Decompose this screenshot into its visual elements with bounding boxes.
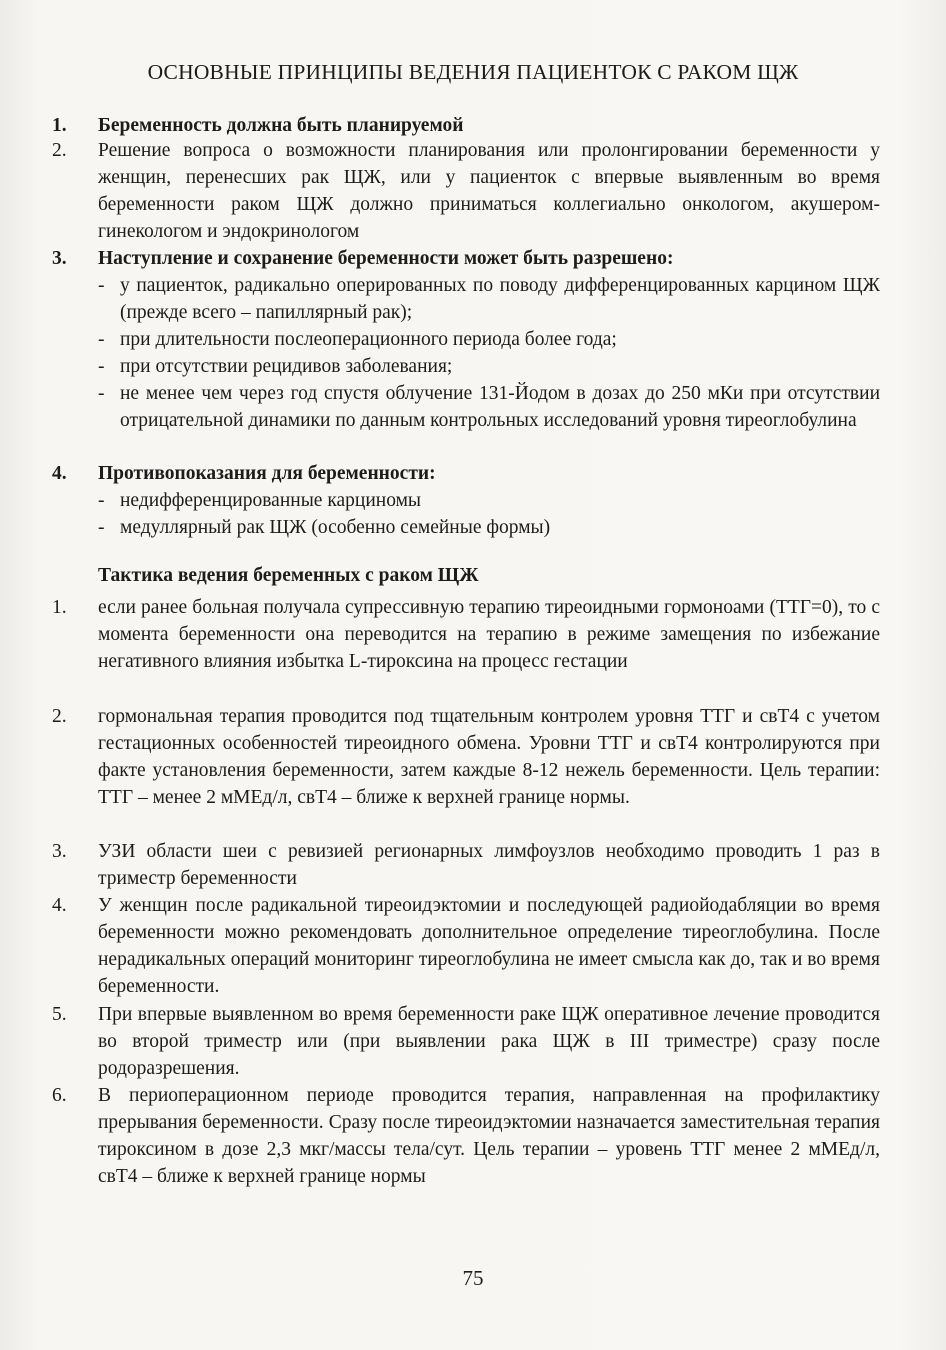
principle-text: Противопоказания для беременности: bbox=[98, 463, 436, 484]
tactic-number: 6. bbox=[52, 1085, 67, 1106]
principle-item bbox=[52, 112, 880, 139]
tactic-item bbox=[52, 703, 880, 811]
tactic-text: УЗИ области шеи с ревизией регионарных лимфоузлов необходимо проводить 1 раз в триместр беременности bbox=[98, 841, 880, 889]
bullet-text: при длительности послеоперационного периода более года; bbox=[120, 329, 617, 350]
bullet-dash: - bbox=[98, 329, 105, 350]
bullet-item bbox=[98, 353, 880, 380]
tactic-text: В периоперационном периоде проводится терапия, направленная на профилактику прерывания беременности. Сразу после тиреоидэктомии назначается заместительная терапия тироксином в дозе 2,3 мкг/массы тела/сут. Цель терапии – уровень ТТГ менее 2 мМЕд/л, свТ4 – ближе к верхней границе нормы bbox=[98, 1085, 880, 1187]
tactic-text: если ранее больная получала супрессивную терапию тиреоидными гормоноами (ТТГ=0), то с момента беременности она переводится на терапию в режиме замещения по избежание негативного влияния избытка L-тироксина на процесс гестации bbox=[98, 597, 880, 672]
principle-number: 2. bbox=[52, 140, 67, 161]
bullet-item bbox=[98, 326, 880, 353]
bullet-text: при отсутствии рецидивов заболевания; bbox=[120, 356, 453, 377]
principle-item bbox=[52, 137, 880, 245]
principle-number: 4. bbox=[52, 463, 67, 484]
principle-item bbox=[52, 245, 880, 434]
principle-number: 3. bbox=[52, 248, 67, 269]
bullet-item bbox=[98, 514, 880, 541]
tactic-item bbox=[52, 838, 880, 892]
tactic-number: 1. bbox=[52, 597, 67, 618]
tactic-text: гормональная терапия проводится под тщательным контролем уровня ТТГ и свТ4 с учетом гестационных особенностей тиреоидного обмена. Уровни ТТГ и свТ4 контролируются при факте установления беременности, затем каждые 8-12 нежель беременности. Цель терапии: ТТГ – менее 2 мМЕд/л, свТ4 – ближе к верхней границе нормы. bbox=[98, 706, 880, 808]
tactic-item bbox=[52, 594, 880, 675]
principle-number: 1. bbox=[52, 115, 67, 136]
tactic-number: 3. bbox=[52, 841, 67, 862]
principle-text: Решение вопроса о возможности планирования или пролонгировании беременности у женщин, перенесших рак ЩЖ, или у пациенток с впервые выявленным во время беременности раком ЩЖ должно приниматься коллегиально онкологом, акушером-гинекологом и эндокринологом bbox=[98, 140, 880, 242]
bullet-text: не менее чем через год спустя облучение 131-Йодом в дозах до 250 мКи при отсутствии отрицательной динамики по данным контрольных исследований уровня тиреоглобулина bbox=[120, 383, 880, 431]
tactic-item bbox=[52, 1001, 880, 1082]
principle-text: Беременность должна быть планируемой bbox=[98, 115, 464, 136]
bullet-dash: - bbox=[98, 275, 105, 296]
bullet-dash: - bbox=[98, 383, 105, 404]
principle-item bbox=[52, 460, 880, 541]
tactic-number: 5. bbox=[52, 1004, 67, 1025]
page-title: ОСНОВНЫЕ ПРИНЦИПЫ ВЕДЕНИЯ ПАЦИЕНТОК С РАКОМ ЩЖ bbox=[147, 60, 799, 84]
tactic-item bbox=[52, 1082, 880, 1190]
tactic-text: При впервые выявленном во время беременности раке ЩЖ оперативное лечение проводится во второй триместр или (при выявлении рака ЩЖ в III триместре) сразу после родоразрешения. bbox=[98, 1004, 880, 1079]
tactic-number: 4. bbox=[52, 895, 67, 916]
bullet-item bbox=[98, 272, 880, 326]
bullet-text: медуллярный рак ЩЖ (особенно семейные формы) bbox=[120, 517, 551, 538]
bullet-item bbox=[98, 487, 880, 514]
tactic-number: 2. bbox=[52, 706, 67, 727]
tactic-item bbox=[52, 892, 880, 1000]
principle-text: Наступление и сохранение беременности может быть разрешено: bbox=[98, 248, 674, 269]
bullet-dash: - bbox=[98, 517, 105, 538]
tactic-text: У женщин после радикальной тиреоидэктомии и последующей радиойодабляции во время беременности можно рекомендовать дополнительное определение тиреоглобулина. После нерадикальных операций мониторинг тиреоглобулина не имеет смысла как до, так и во время беременности. bbox=[98, 895, 880, 997]
bullet-item bbox=[98, 380, 880, 434]
bullet-text: недифференцированные карциномы bbox=[120, 490, 422, 511]
bullet-dash: - bbox=[98, 490, 105, 511]
bullet-dash: - bbox=[98, 356, 105, 377]
bullet-text: у пациенток, радикально оперированных по поводу дифференцированных карцином ЩЖ (прежде всего – папиллярный рак); bbox=[120, 275, 880, 323]
section-heading: Тактика ведения беременных с раком ЩЖ bbox=[98, 565, 479, 586]
page-number: 75 bbox=[462, 1266, 484, 1290]
